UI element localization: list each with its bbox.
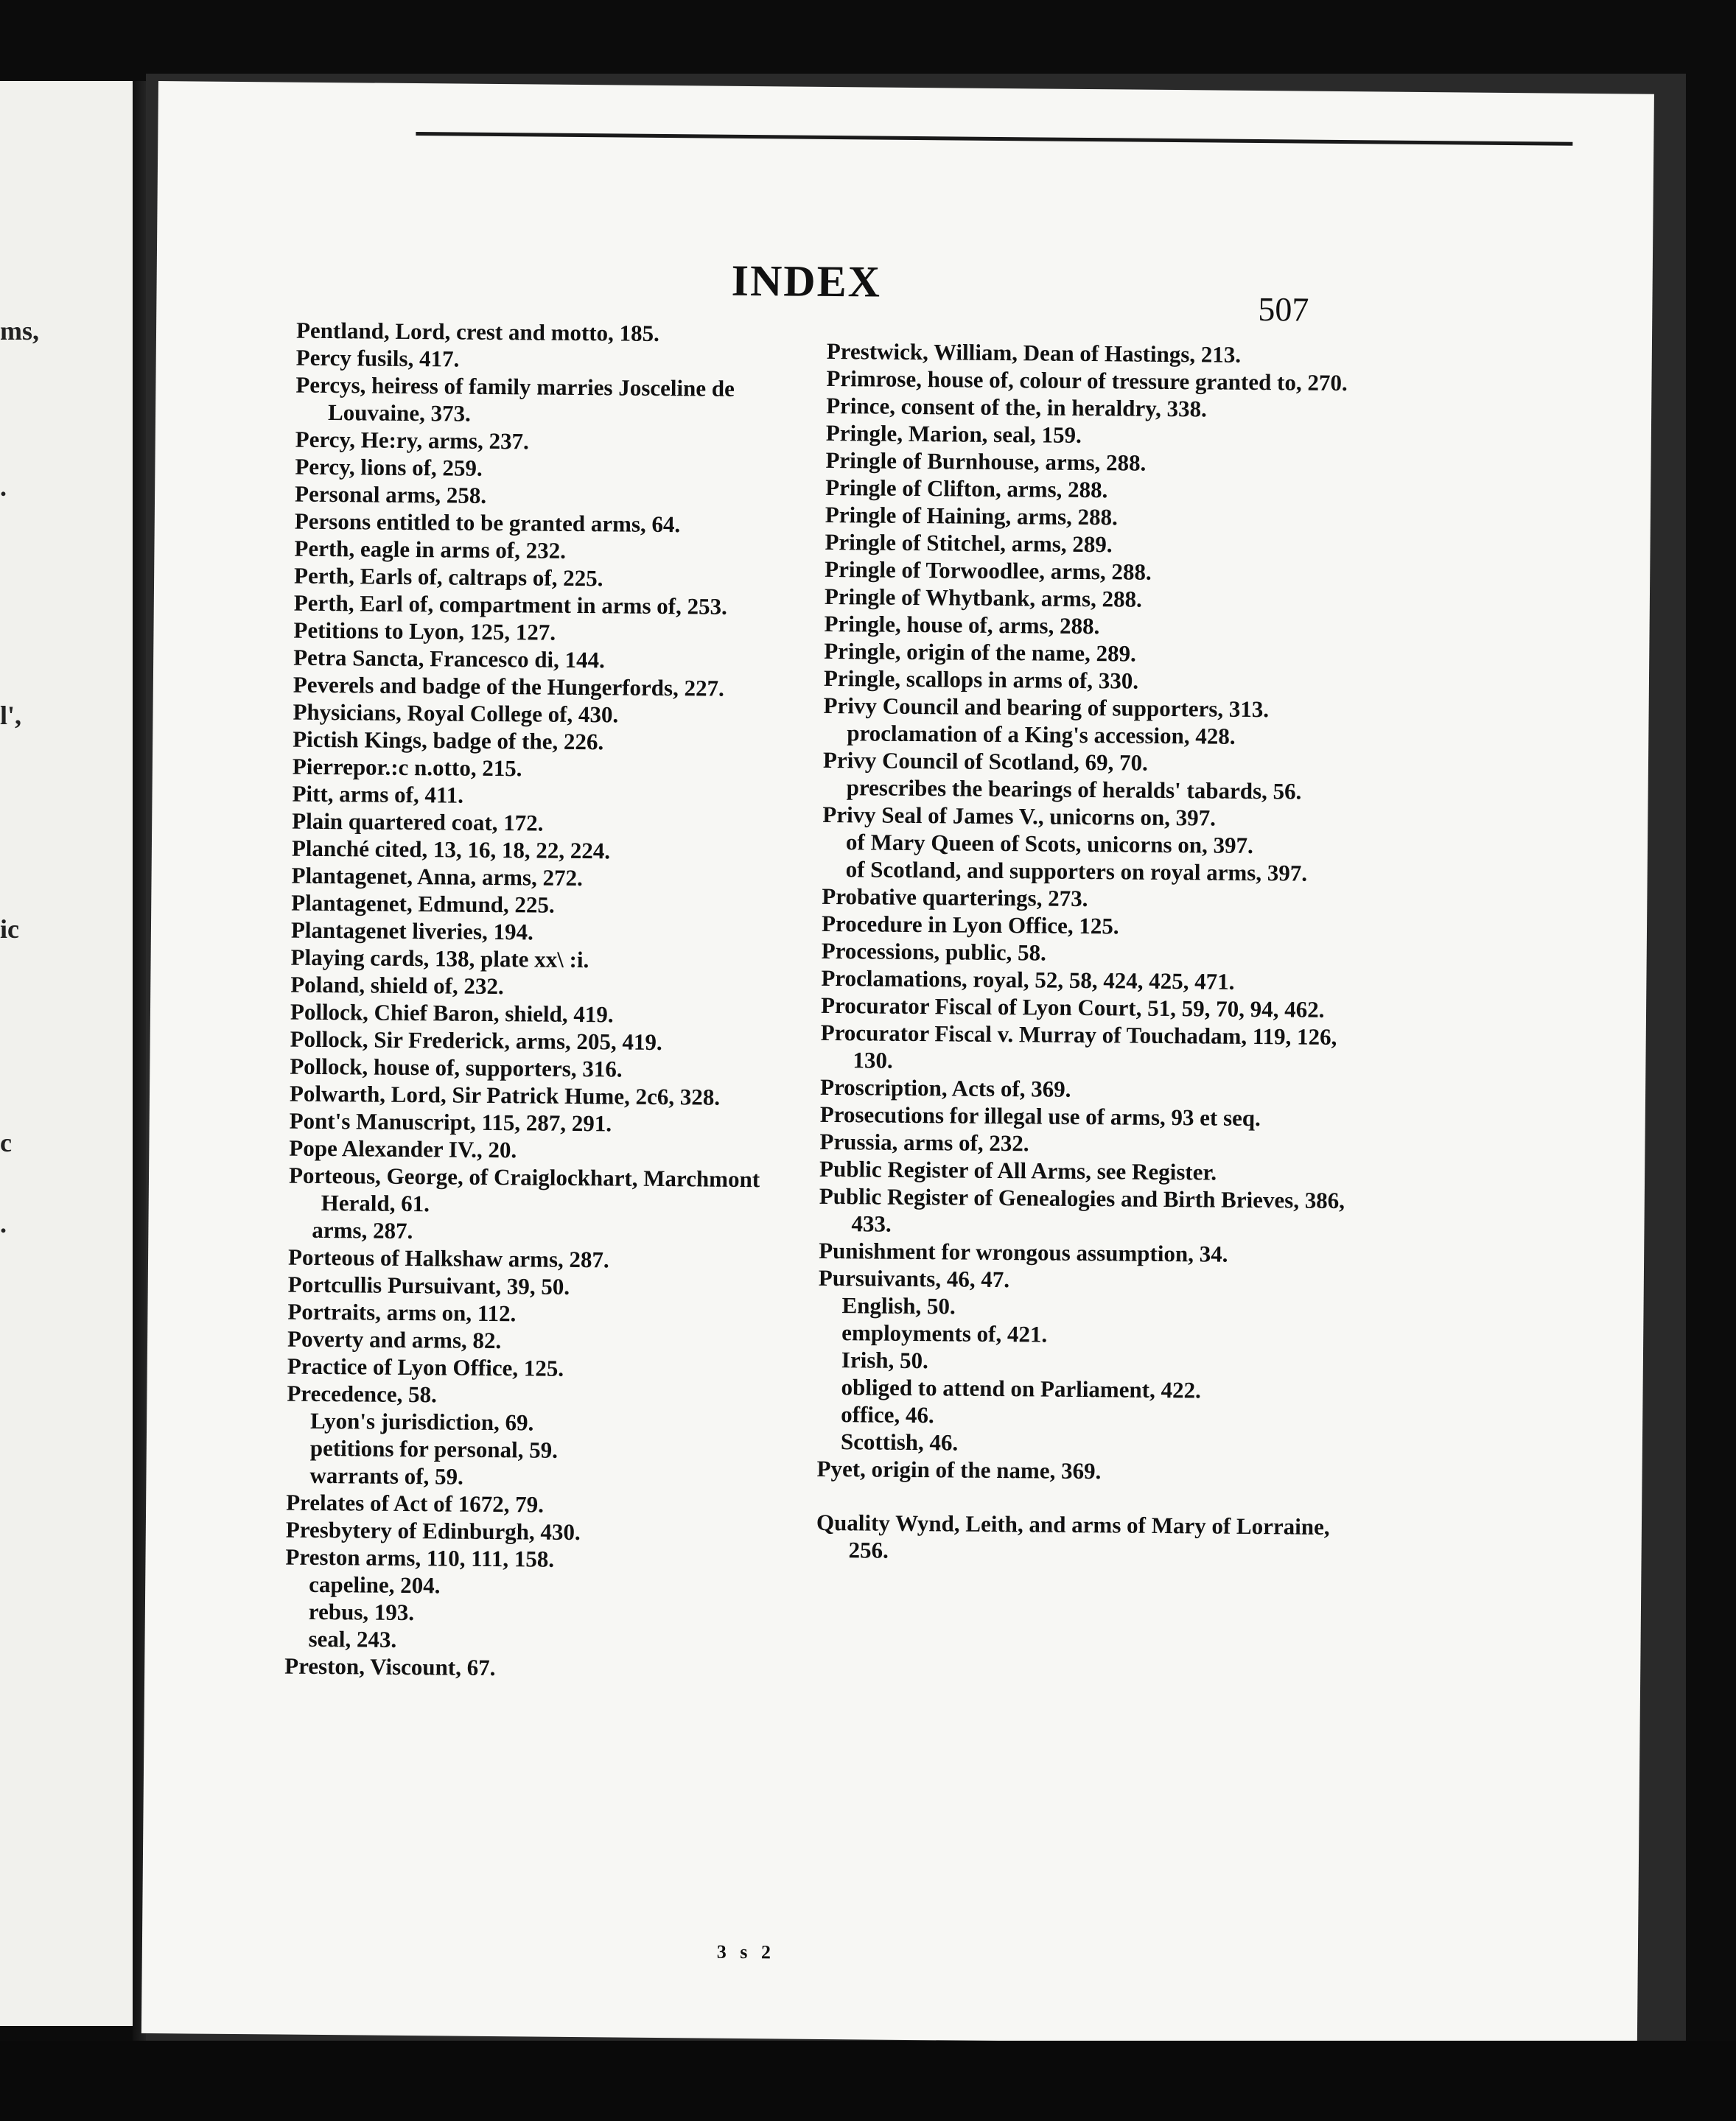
index-entry: Percy, lions of, 259. [295,453,483,481]
index-entry: Porteous, George, of Craiglockhart, Marchmont Herald, 61. [288,1162,760,1217]
index-entry: Pyet, origin of the name, 369. [816,1455,1102,1484]
index-entry: Pringle of Haining, arms, 288. [825,501,1119,530]
index-entry: Preston, Viscount, 67. [284,1652,496,1681]
index-entry: Portcullis Pursuivant, 39, 50. [287,1271,570,1300]
index-entry: Prestwick, William, Dean of Hastings, 213. [826,337,1242,368]
index-entry: Practice of Lyon Office, 125. [287,1353,564,1381]
index-entry: Prelates of Act of 1672, 79. [286,1489,545,1518]
index-subentry: Scottish, 46. [840,1428,959,1456]
top-page-rule [416,132,1572,146]
index-entry: Pringle of Burnhouse, arms, 288. [825,446,1147,476]
index-entry: Pierrepor.:c n.otto, 215. [292,753,522,782]
index-entry: Prince, consent of the, in heraldry, 338. [826,392,1207,422]
index-entry: Prosecutions for illegal use of arms, 93 et seq. [819,1101,1261,1132]
index-subentry: office, 46. [841,1401,934,1428]
index-entry: Personal arms, 258. [294,480,487,508]
index-entry: Pringle of Stitchel, arms, 289. [825,528,1113,558]
index-entry: Peverels and badge of the Hungerfords, 227. [293,671,724,701]
index-entry: Petra Sancta, Francesco di, 144. [293,644,606,673]
index-entry: Polwarth, Lord, Sir Patrick Hume, 2c6, 328. [289,1080,721,1110]
index-entry: Pringle of Clifton, arms, 288. [825,474,1108,503]
page-title: INDEX [731,256,882,306]
index-entry: Pollock, Sir Frederick, arms, 205, 419. [290,1026,662,1056]
index-entry: Plain quartered coat, 172. [292,807,544,836]
index-entry: Pollock, Chief Baron, shield, 419. [290,998,614,1028]
index-entry: Pollock, house of, supporters, 316. [290,1053,623,1082]
index-entry: Public Register of Genealogies and Birth Brieves, 386, 433. [819,1182,1345,1237]
index-subentry: obliged to attend on Parliament, 422. [841,1374,1201,1403]
index-entry: Proclamations, royal, 52, 58, 424, 425, 471. [821,964,1235,995]
index-entry: Presbytery of Edinburgh, 430. [285,1516,581,1546]
index-entry: Percy fusils, 417. [295,344,460,372]
index-entry: Pringle, origin of the name, 289. [824,637,1137,667]
index-entry: Procedure in Lyon Office, 125. [821,910,1119,939]
signature-mark: 3 s 2 [716,1941,776,1963]
index-entry: Plantagenet liveries, 194. [290,916,533,945]
index-subentry: employments of, 421. [841,1319,1048,1347]
index-entry: Privy Seal of James V., unicorns on, 397. [822,801,1217,831]
index-subentry: of Scotland, and supporters on royal arms, 397. [845,856,1308,886]
index-subentry: English, 50. [841,1292,956,1319]
index-entry: Portraits, arms on, 112. [287,1298,517,1327]
index-entry: Pont's Manuscript, 115, 287, 291. [289,1107,612,1137]
index-entry: Quality Wynd, Leith, and arms of Mary of Lorraine, 256. [816,1509,1330,1563]
left-page-fragment: l', [0,701,22,730]
index-entry: Public Register of All Arms, see Register. [819,1155,1217,1185]
left-page-fragment: . [0,472,7,502]
left-page-fragment: . [0,1209,7,1238]
index-subentry: warrants of, 59. [309,1462,463,1490]
index-entry: Physicians, Royal College of, 430. [293,698,619,728]
index-entry: Pringle, house of, arms, 288. [824,610,1100,639]
index-entry: Pringle, scallops in arms of, 330. [823,665,1139,694]
index-entry: Persons entitled to be granted arms, 64. [294,508,681,538]
index-subentry: Irish, 50. [841,1347,929,1374]
index-entry: Planché cited, 13, 16, 18, 22, 224. [291,835,611,864]
index-entry: Precedence, 58. [287,1380,438,1408]
index-entry: Pursuivants, 46, 47. [818,1264,1010,1293]
index-subentry: proclamation of a King's accession, 428. [847,720,1236,749]
index-entry: Pringle, Marion, seal, 159. [825,419,1082,448]
index-entry: Punishment for wrongous assumption, 34. [819,1237,1228,1267]
index-entry: Poland, shield of, 232. [290,971,504,1000]
index-entry: Preston arms, 110, 111, 158. [285,1543,555,1572]
index-column-left [284,317,812,1684]
index-subentry: petitions for personal, 59. [309,1434,559,1463]
left-page-fragment: ms, [0,316,39,346]
index-entry: Proscription, Acts of, 369. [819,1073,1071,1102]
index-entry: Pitt, arms of, 411. [292,780,464,808]
index-entry: Petitions to Lyon, 125, 127. [293,617,556,645]
index-entry: Procurator Fiscal v. Murray of Touchadam, 119, 126, 130. [820,1019,1337,1073]
index-entry: Probative quarterings, 273. [822,883,1088,912]
index-entry: Poverty and arms, 82. [287,1325,502,1354]
index-entry: Pope Alexander IV., 20. [289,1135,517,1163]
index-entry: Perth, Earl of, compartment in arms of, 253. [293,589,727,620]
index-entry: Playing cards, 138, plate xx\ :i. [290,944,589,973]
index-subentry: Lyon's jurisdiction, 69. [309,1407,534,1436]
index-subentry: arms, 287. [312,1216,413,1244]
index-entry: Pictish Kings, badge of the, 226. [293,726,604,755]
index-entry: Primrose, house of, colour of tressure granted to, 270. [826,365,1348,396]
facing-page-left [0,81,140,2026]
scan-bottom-border [0,2041,1736,2121]
index-entry: Percy, He:ry, arms, 237. [295,426,529,455]
index-entry: Plantagenet, Anna, arms, 272. [291,862,583,891]
index-subentry: prescribes the bearings of heralds' tabards, 56. [846,774,1302,804]
index-subentry: capeline, 204. [309,1571,441,1599]
index-entry: Porteous of Halkshaw arms, 287. [287,1244,609,1273]
index-page [141,81,1654,2047]
index-entry: Prussia, arms of, 232. [819,1128,1029,1157]
index-entry: Pentland, Lord, crest and motto, 185. [295,317,660,346]
index-entry: Plantagenet, Edmund, 225. [291,889,555,918]
index-entry: Processions, public, 58. [821,937,1047,966]
index-column-right [816,337,1357,1568]
page-number: 507 [1258,290,1309,329]
index-entry: Privy Council and bearing of supporters, 313. [823,692,1270,723]
left-page-fragment: c [0,1128,12,1157]
left-page-fragment: ic [0,914,19,944]
index-entry: Procurator Fiscal of Lyon Court, 51, 59, 70, 94, 462. [820,992,1325,1023]
index-entry: Perth, eagle in arms of, 232. [294,535,567,564]
index-entry: Pringle of Torwoodlee, arms, 288. [825,555,1152,585]
index-entry: Percys, heiress of family marries Josceline de Louvaine, 373. [295,371,735,427]
index-entry: Privy Council of Scotland, 69, 70. [822,746,1149,776]
index-subentry: seal, 243. [308,1625,397,1652]
index-subentry: of Mary Queen of Scots, unicorns on, 397. [845,829,1253,859]
index-entry: Pringle of Whytbank, arms, 288. [824,583,1142,612]
index-entry: Perth, Earls of, caltraps of, 225. [293,562,603,592]
index-subentry: rebus, 193. [308,1598,415,1626]
